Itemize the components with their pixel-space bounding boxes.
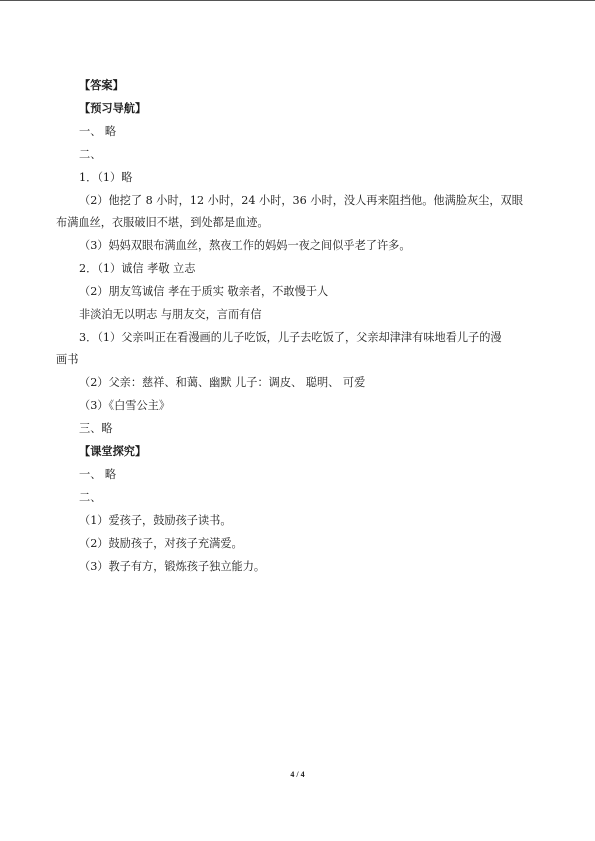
text-line: 二、 bbox=[79, 148, 102, 161]
text-line: （3）《白雪公主》 bbox=[79, 399, 171, 412]
text-line: 非淡泊无以明志 与朋友交，言而有信 bbox=[79, 308, 262, 321]
heading-answers: 【答案】 bbox=[79, 79, 124, 92]
text-line: （1）爱孩子，鼓励孩子读书。 bbox=[79, 514, 232, 527]
text-line: 布满血丝，衣服破旧不堪，到处都是血迹。 bbox=[56, 216, 269, 229]
text-line: 画书 bbox=[56, 353, 79, 366]
text-line: 1．（1）略 bbox=[79, 171, 133, 184]
text-line: 一、 略 bbox=[79, 125, 117, 138]
text-line: 3．（1）父亲叫正在看漫画的儿子吃饭，儿子去吃饭了，父亲却津津有味地看儿子的漫 bbox=[79, 331, 502, 344]
text-line: （2）父亲：慈祥、和蔼、幽默 儿子：调皮、 聪明、 可爱 bbox=[79, 376, 366, 389]
text-line: 2．（1）诚信 孝敬 立志 bbox=[79, 262, 196, 275]
text-line: 三、略 bbox=[79, 422, 113, 435]
text-line: （3）教子有方，锻炼孩子独立能力。 bbox=[79, 560, 266, 573]
text-line: （2）他挖了 8 小时，12 小时，24 小时，36 小时，没人再来阻挡他。他满脸灰尘，双眼 bbox=[79, 194, 523, 207]
text-line: 二、 bbox=[79, 491, 102, 504]
header-rule bbox=[0, 0, 595, 1]
text-line: （3）妈妈双眼布满血丝，熬夜工作的妈妈一夜之间似乎老了许多。 bbox=[79, 239, 411, 252]
text-line: （2）朋友笃诚信 孝在于质实 敬亲者，不敢慢于人 bbox=[79, 285, 329, 298]
text-line: （2）鼓励孩子，对孩子充满爱。 bbox=[79, 537, 243, 550]
page-number: 4 / 4 bbox=[290, 770, 305, 779]
heading-classroom-inquiry: 【课堂探究】 bbox=[79, 445, 147, 458]
heading-preview-guide: 【预习导航】 bbox=[79, 102, 147, 115]
text-line: 一、 略 bbox=[79, 468, 117, 481]
